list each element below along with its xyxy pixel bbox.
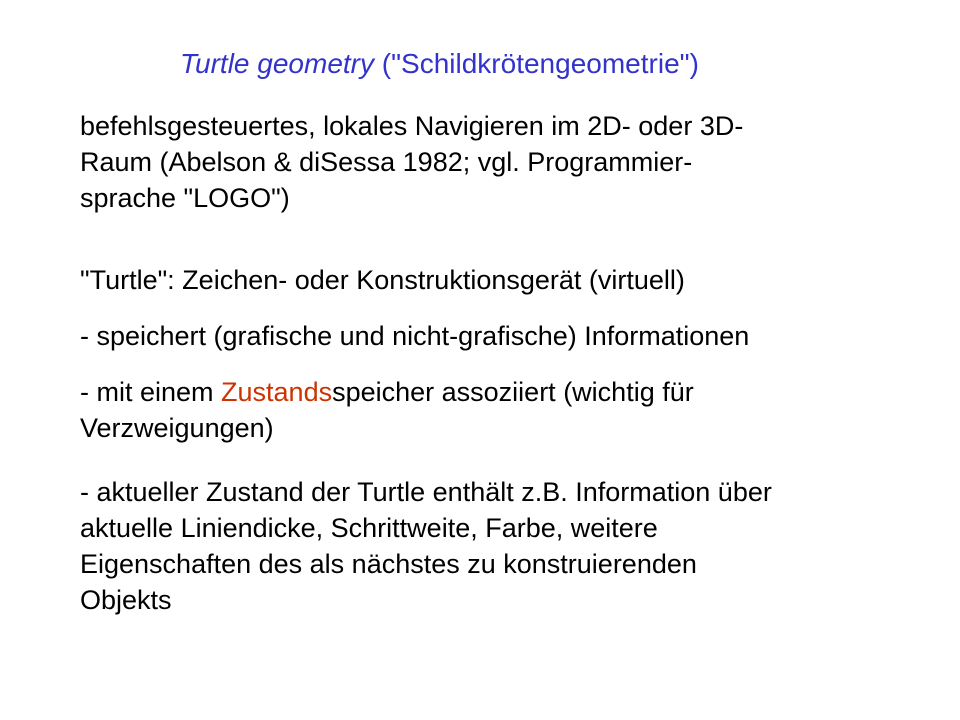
bullet-item-3-line-3: Eigenschaften des als nächstes zu konstruierenden: [80, 549, 697, 579]
turtle-definition-text: "Turtle": Zeichen- oder Konstruktionsgerät (virtuell): [80, 265, 685, 295]
bullet-item-2-rest: speicher assoziiert (wichtig für: [332, 377, 694, 407]
intro-line-3: sprache "LOGO"): [80, 183, 290, 213]
bullet-item-3-line-2: aktuelle Liniendicke, Schrittweite, Farbe, weitere: [80, 513, 658, 543]
bullet-item-1-text: - speichert (grafische und nicht-grafische) Informationen: [80, 321, 750, 351]
title-subtitle: ("Schildkrötengeometrie"): [374, 48, 699, 79]
bullet-item-2-line-1: [80, 374, 920, 410]
bullet-item-1: [80, 318, 920, 354]
bullet-item-3-line-4: Objekts: [80, 585, 172, 615]
intro-paragraph: [80, 108, 920, 216]
slide-title: [180, 47, 900, 81]
bullet-item-3-line-1: - aktueller Zustand der Turtle enthält z.B. Information über: [80, 477, 772, 507]
bullet-item-2-line-2: Verzweigungen): [80, 413, 274, 443]
intro-line-1: befehlsgesteuertes, lokales Navigieren im 2D- oder 3D-: [80, 111, 744, 141]
highlight-word: Zustands: [221, 377, 333, 407]
title-italic: Turtle geometry: [180, 48, 374, 79]
intro-line-2: Raum (Abelson & diSessa 1982; vgl. Programmier-: [80, 147, 693, 177]
bullet-item-2: [80, 374, 920, 446]
bullet-item-2-prefix: - mit einem: [80, 377, 222, 407]
bullet-item-3: [80, 474, 920, 618]
turtle-definition: [80, 262, 920, 298]
